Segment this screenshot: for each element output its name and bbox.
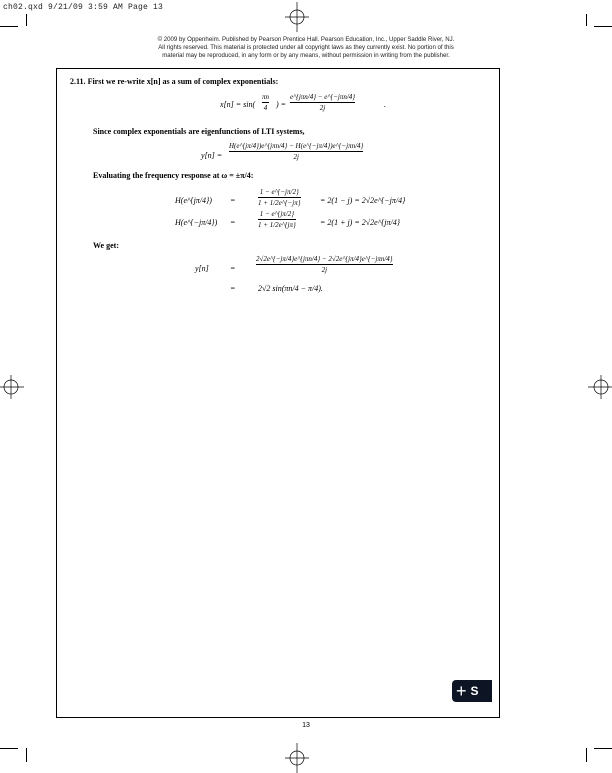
fraction-denominator: 4 [263, 104, 268, 112]
crop-mark [586, 748, 587, 762]
fraction [258, 188, 301, 207]
equals-sign: = [230, 196, 236, 205]
fraction-denominator: 1 + 1/2e^{−jπ} [258, 199, 301, 207]
crop-mark [0, 748, 18, 749]
fraction-numerator: 1 − e^{jπ/2} [259, 210, 295, 218]
fraction-numerator: 1 − e^{−jπ/2} [259, 188, 299, 196]
equation-text: ) = [276, 100, 287, 109]
logo-letter: S [470, 684, 479, 698]
registration-mark-icon [282, 2, 312, 32]
equation-rhs: 2√2 sin(πn/4 − π/4). [258, 284, 323, 293]
equation-lhs: x[n] = sin( [220, 100, 256, 109]
crop-mark [594, 748, 612, 749]
copyright-notice [0, 36, 612, 61]
problem-heading [70, 77, 278, 86]
registration-mark-icon [588, 372, 612, 402]
fraction-numerator: e^{jπn/4} − e^{−jπn/4} [290, 93, 356, 101]
equals-sign: = [230, 264, 236, 273]
fraction-numerator: 2√2e^{−jπ/4}e^{jπn/4} − 2√2e^{jπ/4}e^{−jπn/4} [256, 255, 393, 263]
crop-mark [26, 14, 27, 26]
page-frame [56, 68, 500, 718]
equation-rhs: = 2(1 + j) = 2√2e^{jπ/4} [320, 218, 400, 227]
equation-lhs: H(e^{−jπ/4}) [175, 218, 218, 227]
problem-number: 2.11. [70, 77, 86, 86]
paragraph: We get: [93, 241, 119, 250]
crop-mark [26, 748, 27, 762]
print-slug: ch02.qxd 9/21/09 3:59 AM Page 13 [3, 3, 164, 12]
fraction-denominator: 2j [293, 153, 299, 161]
plus-logo-icon[interactable] [452, 680, 492, 702]
crop-mark [586, 14, 587, 26]
paragraph: Evaluating the frequency response at ω = ±π/4: [93, 171, 254, 180]
paragraph: Since complex exponentials are eigenfunctions of LTI systems, [93, 127, 305, 136]
crop-mark [0, 26, 18, 27]
registration-mark-icon [282, 743, 312, 773]
copyright-line: © 2009 by Oppenheim. Published by Pearson Prentice Hall. Pearson Education, Inc., Upper Saddle River, NJ. [157, 36, 455, 43]
fraction [290, 93, 355, 112]
page-number: 13 [302, 722, 310, 729]
fraction-numerator: πn [262, 93, 270, 101]
plus-icon: + [456, 681, 467, 701]
fraction-denominator: 2j [321, 266, 328, 274]
fraction-denominator: 1 + 1/2e^{jπ} [258, 221, 296, 229]
equation-lhs: y[n] [195, 264, 209, 273]
problem-intro: First we re-write x[n] as a sum of complex exponentials: [87, 77, 279, 86]
equals-sign: = [230, 218, 236, 227]
fraction [262, 93, 269, 112]
equals-sign: = [230, 284, 236, 293]
crop-mark [594, 26, 612, 27]
registration-mark-icon [0, 372, 24, 402]
equation-rhs: = 2(1 − j) = 2√2e^{−jπ/4} [320, 196, 406, 205]
fraction [258, 210, 296, 229]
equation-text: . [384, 100, 386, 109]
fraction-numerator: H(e^{jπ/4})e^{jπn/4} − H(e^{−jπ/4})e^{−jπn/4} [229, 142, 364, 150]
fraction [229, 142, 363, 161]
fraction-denominator: 2j [319, 104, 326, 112]
copyright-line: All rights reserved. This material is protected under all copyright laws as they currently exist. No portion of this [158, 44, 454, 52]
fraction [256, 255, 393, 274]
equation-lhs: H(e^{jπ/4}) [175, 196, 212, 205]
copyright-line: material may be reproduced, in any form or by any means, without permission in writing from the publisher. [162, 52, 450, 60]
equation-lhs: y[n] = [201, 151, 223, 160]
